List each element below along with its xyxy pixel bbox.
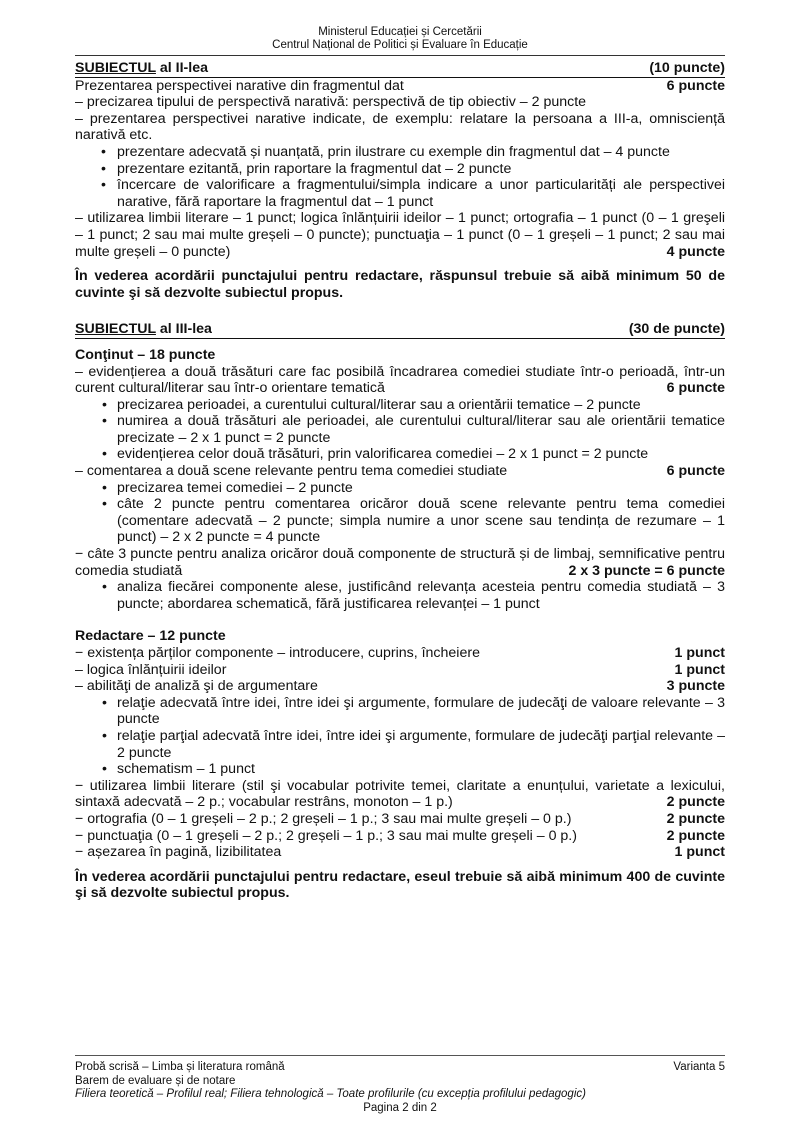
bullet-item: • analiza fiecărei componente alese, justificând relevanța acesteia pentru comedia studiată – 3 puncte; abordarea schematică, fără justificarea relevanței – 1 punct bbox=[102, 579, 725, 612]
page-footer bbox=[75, 1055, 725, 1115]
document-page bbox=[75, 0, 725, 902]
subject3-note: În vederea acordării punctajului pentru redactare, eseul trebuie să aibă minimum 400 de cuvinte şi să dezvolte subiectul propus. bbox=[75, 868, 725, 902]
bullet-icon: • bbox=[102, 579, 107, 596]
subject2-intro: Prezentarea perspectivei narative din fragmentul dat 6 puncte bbox=[75, 77, 725, 94]
bullet-icon: • bbox=[102, 396, 107, 413]
bullet-item: • numirea a două trăsături ale perioadei, ale curentului cultural/literar sau ale orientării tematice precizate – 2 x 1 punct = 2 puncte bbox=[102, 413, 725, 446]
writing-item: – logica înlănțuirii ideilor 1 punct bbox=[75, 661, 725, 678]
writing-item: − punctuaţia (0 – 1 greșeli – 2 p.; 2 greșeli – 1 p.; 3 sau mai multe greșeli – 0 p.) 2 puncte bbox=[75, 827, 725, 844]
content-item3-bullets bbox=[75, 579, 725, 612]
content-item3: − câte 3 puncte pentru analiza oricăror două componente de structură și de limbaj, semnificative pentru comedia studiată 2 x 3 puncte = 6 puncte bbox=[75, 546, 725, 579]
bullet-icon: • bbox=[102, 413, 107, 430]
footer-divider bbox=[75, 1055, 725, 1056]
writing-language-points: 2 puncte bbox=[666, 794, 725, 811]
subject2-language-points: 4 puncte bbox=[666, 243, 725, 260]
bullet-icon: • bbox=[102, 479, 107, 496]
content-item3-points: 2 x 3 puncte = 6 puncte bbox=[568, 562, 725, 579]
subject3-points: (30 de puncte) bbox=[628, 321, 725, 338]
content-item2: – comentarea a două scene relevante pentru tema comediei studiate 6 puncte bbox=[75, 463, 725, 480]
bullet-item: • încercare de valorificare a fragmentului/simpla indicare a unor particularități ale perspectivei narative, fără raportare la fragmentul dat – 1 punct bbox=[101, 177, 725, 210]
bullet-icon: • bbox=[102, 446, 107, 463]
content-item1-bullets bbox=[75, 397, 725, 463]
writing-item: − așezarea în pagină, lizibilitatea 1 punct bbox=[75, 844, 725, 861]
bullet-icon: • bbox=[102, 761, 107, 778]
subject2-language: – utilizarea limbii literare – 1 punct; logica înlănțuirii ideilor – 1 punct; ortografia – 1 punct (0 – 1 greşeli – 1 punct; 2 sau mai multe greșeli – 0 puncte); punctuaţia – 1 punct (0 – 1 greșeli – 1 punct; 2 sau mai multe greșeli – 0 puncte) 4 puncte bbox=[75, 210, 725, 260]
writing-bullets bbox=[75, 695, 725, 778]
bullet-icon: • bbox=[101, 143, 106, 160]
footer-track: Filiera teoretică – Profilul real; Filiera tehnologică – Toate profilurile (cu excepția profilului pedagogic) bbox=[75, 1088, 586, 1100]
subject2-title-bold: SUBIECTUL bbox=[75, 60, 156, 76]
bullet-item: • prezentare adecvată și nuanțată, prin ilustrare cu exemple din fragmentul dat – 4 puncte bbox=[101, 143, 670, 160]
subject2-intro-points: 6 puncte bbox=[666, 77, 725, 94]
bullet-item: • relaţie parţial adecvată între idei, între idei şi argumente, formulare de judecăţi parţial relevante – 2 puncte bbox=[102, 727, 725, 761]
content-item2-points: 6 puncte bbox=[666, 463, 725, 480]
subject2-line2: – prezentarea perspectivei narative indicate, de exemplu: relatare la persoana a III-a, omnisciență narativă etc. bbox=[75, 110, 725, 144]
bullet-item: • precizarea perioadei, a curentului cultural/literar sau a orientării tematice – 2 puncte bbox=[102, 396, 641, 413]
subject2-line1: – precizarea tipului de perspectivă narativă: perspectivă de tip obiectiv – 2 puncte bbox=[75, 94, 587, 111]
bullet-icon: • bbox=[101, 160, 106, 177]
bullet-icon: • bbox=[102, 727, 107, 744]
content-item1-points: 6 puncte bbox=[666, 380, 725, 397]
subject2-note: În vederea acordării punctajului pentru redactare, răspunsul trebuie să aibă minimum 50 de cuvinte şi să dezvolte subiectul propus. bbox=[75, 268, 725, 301]
bullet-icon: • bbox=[102, 694, 107, 711]
header-center: Centrul Național de Politici și Evaluare în Educație bbox=[272, 39, 528, 51]
writing-item: – abilităţi de analiză şi de argumentare 3 puncte bbox=[75, 678, 725, 695]
bullet-item: • schematism – 1 punct bbox=[102, 761, 255, 778]
bullet-item: • relaţie adecvată între idei, între idei şi argumente, formulare de judecăţi de valoare relevante – 3 puncte bbox=[102, 694, 725, 728]
writing-language: − utilizarea limbii literare (stil şi vocabular potrivite temei, claritate a enunțului, varietate a lexicului, sintaxă adecvată – 2 p.; vocabular restrâns, monoton – 1 p.) 2 puncte bbox=[75, 777, 725, 811]
header-ministry: Ministerul Educației și Cercetării bbox=[318, 26, 482, 38]
content-item2-bullets bbox=[75, 480, 725, 546]
page-header bbox=[75, 0, 725, 52]
bullet-item: • prezentare ezitantă, prin raportare la fragmentul dat – 2 puncte bbox=[101, 160, 512, 177]
content-item1: – evidențierea a două trăsături care fac posibilă încadrarea comediei studiate într-o perioadă, într-un curent cultural/literar sau într-o orientare tematică 6 puncte bbox=[75, 363, 725, 397]
subject2-points: (10 puncte) bbox=[649, 60, 725, 76]
subject2-heading bbox=[75, 60, 725, 78]
bullet-item: • evidențierea celor două trăsături, prin valorificarea comediei – 2 x 1 punct = 2 puncte bbox=[102, 446, 649, 463]
footer-page-number: Pagina 2 din 2 bbox=[363, 1101, 437, 1114]
subject2-title-rest: al II-lea bbox=[155, 60, 208, 76]
writing-item: − ortografia (0 – 1 greșeli – 2 p.; 2 greșeli – 1 p.; 3 sau mai multe greșeli – 0 p.) 2 puncte bbox=[75, 810, 725, 827]
bullet-icon: • bbox=[101, 177, 106, 194]
header-divider bbox=[75, 55, 725, 56]
subject3-heading bbox=[75, 321, 725, 339]
bullet-item: • precizarea temei comediei – 2 puncte bbox=[102, 479, 353, 496]
subject3-title-rest: al III-lea bbox=[155, 321, 212, 338]
subject3-title-bold: SUBIECTUL bbox=[75, 321, 156, 338]
writing-heading: Redactare – 12 puncte bbox=[75, 628, 226, 645]
bullet-item: • câte 2 puncte pentru comentarea oricăror două scene relevante pentru tema comediei (comentare adecvată – 2 puncte; simpla numire a unor scene sau tendința de rezumare – 1 punct) – 2 x 2 puncte = 4 puncte bbox=[102, 496, 725, 546]
writing-item: − existența părților componente – introducere, cuprins, încheiere 1 punct bbox=[75, 645, 725, 661]
footer-exam: Probă scrisă – Limba și literatura română bbox=[75, 1061, 285, 1073]
bullet-icon: • bbox=[102, 496, 107, 513]
footer-barem: Barem de evaluare și de notare bbox=[75, 1074, 236, 1087]
footer-variant: Varianta 5 bbox=[673, 1061, 725, 1073]
content-heading: Conţinut – 18 puncte bbox=[75, 346, 216, 363]
subject2-bullets bbox=[75, 144, 725, 210]
